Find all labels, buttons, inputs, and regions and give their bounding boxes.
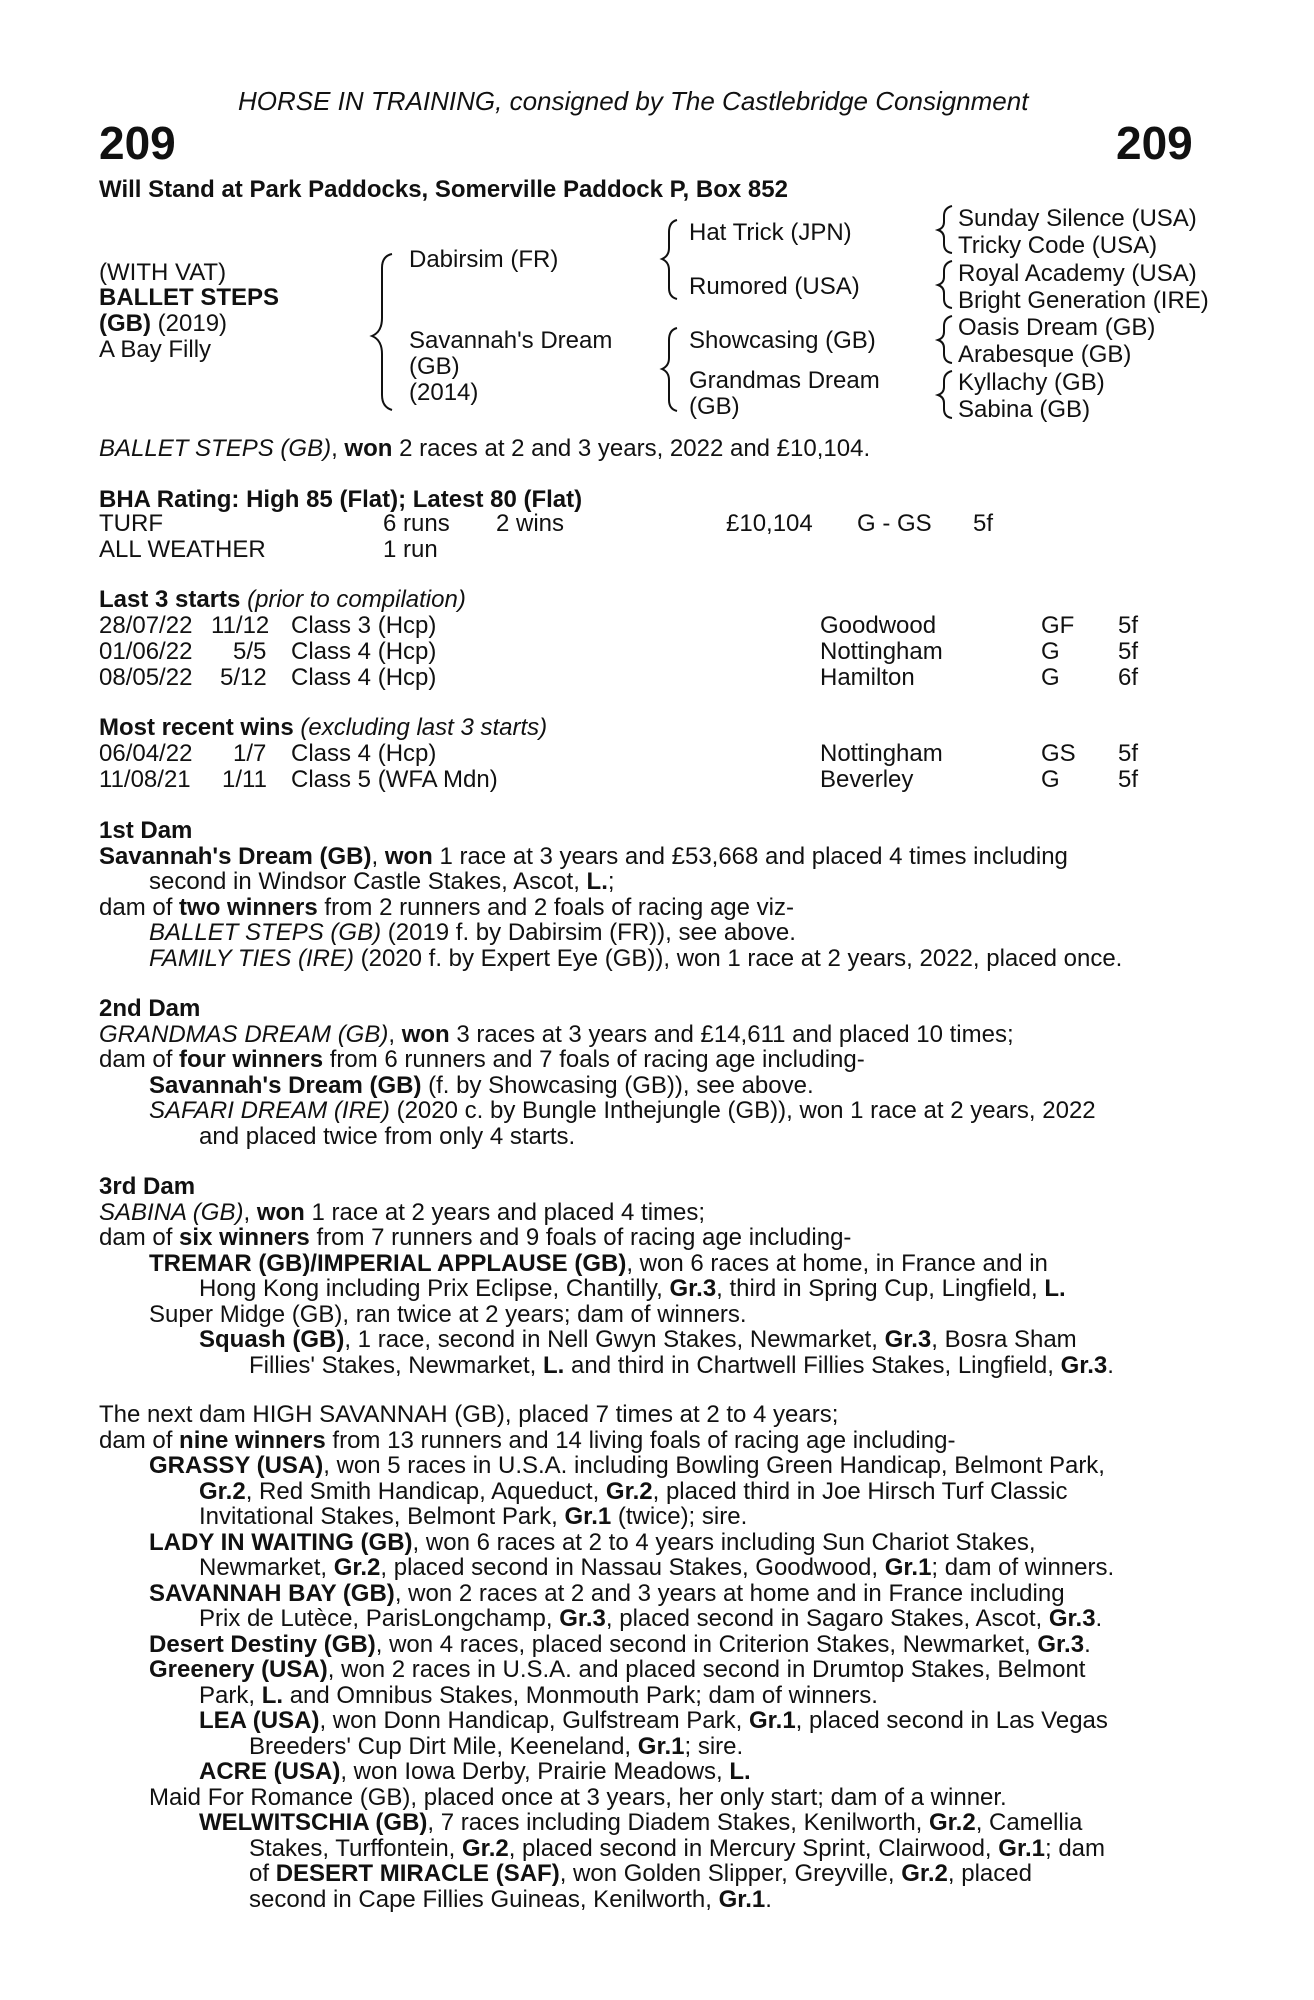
pedigree-third-generation: Sunday Silence (USA) Tricky Code (USA) Royal Academy (USA) Bright Generation (IRE) Oasis Dream (GB) Arabesque (GB) Kyllachy (GB) Sabina (GB) <box>958 205 1209 424</box>
lot-number-left: 209 <box>99 117 176 169</box>
section-heading: 3rd Dam <box>99 1173 196 1200</box>
section-heading: 2nd Dam <box>99 995 201 1022</box>
stabling-location: Will Stand at Park Paddocks, Somerville Paddock P, Box 852 <box>99 176 788 203</box>
last-starts-heading: Last 3 starts (prior to compilation) <box>99 586 466 613</box>
recent-wins-heading: Most recent wins (excluding last 3 starts) <box>99 714 548 741</box>
next-dam-section: The next dam HIGH SAVANNAH (GB), placed 7 times at 2 to 4 years; dam of nine winners from 13 runners and 14 living foals of racing age including- GRASSY (USA), won 5 races in U.S.A. including Bowling Green Handicap, Belmont Park, Gr.2, Red Smith Handicap, Aqueduct, Gr.2, placed third in Joe Hirsch Turf Classic Invitational Stakes, Belmont Park, Gr.1 (twice); sire. LADY IN WAITING (GB), won 6 races at 2 to 4 years including Sun Chariot Stakes, Newmarket, Gr.2, placed second in Nassau Stakes, Goodwood, Gr.1; dam of winners. SAVANNAH BAY (GB), won 2 races at 2 and 3 years at home and in France including Prix de Lutèce, ParisLongchamp, Gr.3, placed second in Sagaro Stakes, Ascot, Gr.3. Desert Destiny (GB), won 4 races, placed second in Criterion Stakes, Newmarket, Gr.3. Greenery (USA), won 2 races in U.S.A. and placed second in Drumtop Stakes, Belmont Park, L. and Omnibus Stakes, Monmouth Park; dam of winners. LEA (USA), won Donn Handicap, Gulfstream Park, Gr.1, placed second in Las Vegas Breeders' Cup Dirt Mile, Keeneland, Gr.1; sire. ACRE (USA), won Iowa Derby, Prairie Meadows, L. Maid For Romance (GB), placed once at 3 years, her only start; dam of a winner. WELWITSCHIA (GB), 7 races including Diadem Stakes, Kenilworth, Gr.2, Camellia Stakes, Turffontein, Gr.2, placed second in Mercury Sprint, Clairwood, Gr.1; dam of DESERT MIRACLE (SAF), won Golden Slipper, Greyville, Gr.2, placed second in Cape Fillies Guineas, Kenilworth, Gr.1. <box>99 1401 1115 1913</box>
race-summary: BALLET STEPS (GB), won 2 races at 2 and 3 years, 2022 and £10,104. <box>99 435 871 462</box>
first-dam-section: 1st Dam Savannah's Dream (GB), won 1 race at 3 years and £53,668 and placed 4 times including second in Windsor Castle Stakes, Ascot, L.; dam of two winners from 2 runners and 2 foals of racing age viz- BALLET STEPS (GB) (2019 f. by Dabirsim (FR)), see above. FAMILY TIES (IRE) (2020 f. by Expert Eye (GB)), won 1 race at 2 years, 2022, placed once. <box>99 818 1209 971</box>
bha-rating-heading: BHA Rating: High 85 (Flat); Latest 80 (Flat) <box>99 486 583 513</box>
horse-name: BALLET STEPS <box>99 284 280 311</box>
pedigree-dam-sire: Showcasing (GB) <box>689 327 876 354</box>
section-heading: 1st Dam <box>99 817 193 844</box>
lot-number-right: 209 <box>1116 117 1193 169</box>
pedigree-dam: Savannah's Dream (GB) (2014) <box>409 327 613 406</box>
horse-description: A Bay Filly <box>99 336 212 363</box>
pedigree-sire-sire: Hat Trick (JPN) <box>689 219 852 246</box>
third-dam-section: 3rd Dam SABINA (GB), won 1 race at 2 years and placed 4 times; dam of six winners from 7 runners and 9 foals of racing age including- TREMAR (GB)/IMPERIAL APPLAUSE (GB), won 6 races at home, in France and in Hong Kong including Prix Eclipse, Chantilly, Gr.3, third in Spring Cup, Lingfield, L. Super Midge (GB), ran twice at 2 years; dam of winners. Squash (GB), 1 race, second in Nell Gwyn Stakes, Newmarket, Gr.3, Bosra Sham Fillies' Stakes, Newmarket, L. and third in Chartwell Fillies Stakes, Lingfield, Gr.3. <box>99 1174 1209 1378</box>
second-dam-section: 2nd Dam GRANDMAS DREAM (GB), won 3 races at 3 years and £14,611 and placed 10 times; dam of four winners from 6 runners and 7 foals of racing age including- Savannah's Dream (GB) (f. by Showcasing (GB)), see above. SAFARI DREAM (IRE) (2020 c. by Bungle Inthejungle (GB)), won 1 race at 2 years, 2022 and placed twice from only 4 starts. <box>99 996 1209 1149</box>
vat-status: (WITH VAT) <box>99 259 227 286</box>
pedigree-sire-dam: Rumored (USA) <box>689 273 860 300</box>
pedigree-dam-dam: Grandmas Dream (GB) <box>689 367 880 420</box>
last-starts-table: 28/07/22 11/12 Class 3 (Hcp) Goodwood GF 5f 01/06/22 5/5 Class 4 (Hcp) Nottingham G 5f 08/05/22 5/12 Class 4 (Hcp) Hamilton G 6f <box>99 612 1139 691</box>
catalogue-header: HORSE IN TRAINING, consigned by The Castlebridge Consignment <box>238 86 1029 116</box>
horse-origin-year: (GB) (2019) <box>99 310 228 337</box>
recent-wins-table: 06/04/22 1/7 Class 4 (Hcp) Nottingham GS 5f 11/08/21 1/11 Class 5 (WFA Mdn) Beverley G 5f <box>99 740 1139 793</box>
pedigree-sire: Dabirsim (FR) <box>409 246 559 273</box>
